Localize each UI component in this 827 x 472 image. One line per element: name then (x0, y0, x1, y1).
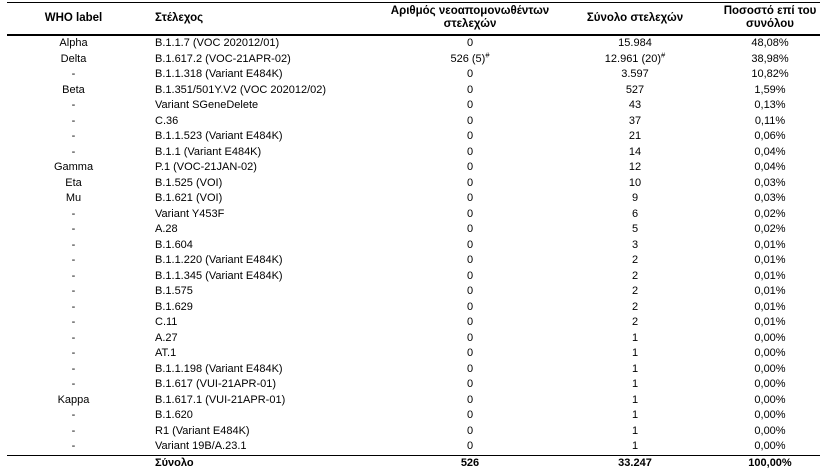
table-body (7, 35, 820, 455)
cell-strain: C.36 (155, 114, 179, 127)
table-header-row (7, 3, 820, 36)
cell-who-label: - (71, 68, 76, 80)
cell-who-label: - (71, 362, 76, 375)
cell-new-isolates: 526 (5)# (450, 51, 490, 65)
cell-new-isolates: 0 (466, 254, 474, 266)
cell-who-label: Gamma (53, 161, 94, 173)
cell-strain: B.1.617.1 (VUI-21APR-01) (155, 393, 286, 406)
cell-total-strains: 12 (628, 161, 642, 173)
cell-new-isolates: 0 (466, 145, 474, 158)
cell-new-isolates: 0 (466, 362, 474, 375)
table-row (7, 377, 820, 393)
cell-pct-of-total: 0,13% (754, 99, 786, 111)
cell-pct-of-total: 1,59% (754, 83, 786, 96)
cell-strain: B.1.351/501Y.V2 (VOC 202012/02) (155, 83, 327, 96)
cell-pct-of-total: 0,02% (754, 223, 786, 235)
cell-who-label: - (71, 223, 76, 235)
cell-strain: Variant SGeneDelete (155, 99, 259, 111)
table-row (7, 346, 820, 362)
table-row (7, 424, 820, 440)
cell-new-isolates: 0 (466, 424, 474, 437)
col-header-who-label: WHO label (44, 11, 103, 24)
cell-strain: Variant Y453F (155, 207, 225, 220)
cell-strain: B.1.617.2 (VOC-21APR-02) (155, 52, 291, 65)
cell-new-isolates: 0 (466, 269, 474, 282)
cell-who-label: - (71, 130, 76, 142)
table-row (7, 300, 820, 316)
cell-who-label: - (71, 269, 76, 282)
table-row (7, 98, 820, 114)
table-row (7, 222, 820, 238)
cell-who-label: Beta (62, 83, 85, 96)
cell-total-strains: 10 (628, 176, 642, 189)
cell-pct-of-total: 0,01% (754, 238, 786, 251)
cell-strain: B.1.1.523 (Variant E484K) (155, 130, 283, 142)
cell-who-label: - (71, 331, 76, 344)
cell-strain: B.1.629 (155, 300, 193, 313)
cell-total-strains: 2 (631, 285, 639, 297)
table-row (7, 408, 820, 424)
cell-new-isolates: 0 (466, 207, 474, 220)
cell-new-isolates: 0 (466, 316, 474, 328)
cell-who-label: - (71, 99, 76, 111)
cell-who-label: Delta (60, 52, 87, 65)
cell-pct-of-total: 0,04% (754, 161, 786, 173)
cell-strain: A.28 (155, 223, 178, 235)
footnote-marker: # (661, 51, 666, 59)
table-row (7, 207, 820, 223)
footer-new-isolates: 526 (460, 457, 480, 470)
cell-who-label: Kappa (57, 393, 90, 406)
cell-pct-of-total: 0,01% (754, 269, 786, 282)
cell-pct-of-total: 0,06% (754, 130, 786, 142)
cell-new-isolates: 0 (466, 99, 474, 111)
cell-new-isolates: 0 (466, 223, 474, 235)
footer-total-strains: 33.247 (618, 457, 652, 470)
table-row (7, 331, 820, 347)
cell-total-strains: 2 (631, 300, 639, 313)
cell-pct-of-total: 0,01% (754, 254, 786, 266)
table-footer-row (7, 455, 820, 472)
cell-new-isolates: 0 (466, 130, 474, 142)
table-row (7, 129, 820, 145)
cell-total-strains: 6 (631, 207, 639, 220)
cell-total-strains: 1 (631, 409, 639, 421)
cell-total-strains: 1 (631, 347, 639, 359)
table-row (7, 52, 820, 68)
cell-pct-of-total: 0,03% (754, 192, 786, 204)
cell-strain: B.1.620 (155, 409, 193, 421)
cell-strain: B.1.1.220 (Variant E484K) (155, 254, 283, 266)
col-header-pct-of-total: Ποσοστό επί του συνόλου (723, 5, 817, 30)
cell-new-isolates: 0 (466, 300, 474, 313)
cell-total-strains: 9 (631, 192, 639, 204)
cell-total-strains: 3.597 (621, 68, 649, 80)
col-header-total-strains: Σύνολο στελεχών (586, 11, 684, 24)
cell-strain: C.11 (155, 316, 178, 328)
cell-strain: AT.1 (155, 347, 177, 359)
cell-total-strains: 1 (631, 424, 639, 437)
cell-pct-of-total: 0,01% (754, 300, 786, 313)
table-row (7, 176, 820, 192)
cell-who-label: - (71, 285, 76, 297)
cell-strain: P.1 (VOC-21JAN-02) (155, 161, 257, 173)
cell-new-isolates: 0 (466, 238, 474, 251)
cell-new-isolates: 0 (466, 68, 474, 80)
cell-new-isolates: 0 (466, 192, 474, 204)
cell-pct-of-total: 0,00% (754, 378, 786, 390)
cell-pct-of-total: 10,82% (751, 68, 789, 80)
table-row (7, 284, 820, 300)
cell-strain: B.1.1.198 (Variant E484K) (155, 362, 283, 375)
cell-total-strains: 2 (631, 316, 639, 328)
table-row (7, 393, 820, 409)
cell-who-label: Alpha (59, 37, 88, 49)
cell-pct-of-total: 0,00% (754, 331, 786, 344)
cell-pct-of-total: 0,01% (754, 285, 786, 297)
cell-total-strains: 1 (631, 393, 639, 406)
cell-new-isolates: 0 (466, 83, 474, 96)
cell-who-label: Eta (65, 176, 82, 189)
cell-total-strains: 527 (625, 83, 645, 96)
cell-new-isolates: 0 (466, 378, 474, 390)
cell-strain: A.27 (155, 331, 178, 344)
cell-who-label: - (71, 254, 76, 266)
cell-pct-of-total: 0,01% (754, 316, 786, 328)
cell-total-strains: 15.984 (618, 37, 652, 49)
cell-who-label: - (71, 207, 76, 220)
cell-strain: B.1.621 (VOI) (155, 192, 223, 204)
footnote-marker: # (485, 51, 490, 59)
footer-pct-of-total: 100,00% (748, 457, 792, 470)
cell-total-strains: 12.961 (20)# (604, 51, 666, 65)
cell-pct-of-total: 0,03% (754, 176, 786, 189)
cell-strain: B.1.1.7 (VOC 202012/01) (155, 37, 280, 49)
cell-who-label: - (71, 378, 76, 390)
cell-who-label: Mu (65, 192, 82, 204)
cell-who-label: - (71, 114, 76, 127)
cell-strain: B.1.525 (VOI) (155, 176, 223, 189)
cell-pct-of-total: 38,98% (751, 52, 789, 65)
variants-table (7, 2, 820, 472)
table-row (7, 362, 820, 378)
cell-strain: B.1.575 (155, 285, 193, 297)
table-row (7, 439, 820, 455)
cell-new-isolates: 0 (466, 440, 474, 452)
cell-who-label: - (71, 347, 76, 359)
table-row (7, 35, 820, 52)
table-row (7, 67, 820, 83)
cell-total-strains: 1 (631, 331, 639, 344)
cell-new-isolates: 0 (466, 114, 474, 127)
table-row (7, 315, 820, 331)
cell-total-strains: 37 (628, 114, 642, 127)
table-row (7, 145, 820, 161)
cell-who-label: - (71, 440, 76, 452)
cell-strain: B.1.1.318 (Variant E484K) (155, 68, 283, 80)
cell-strain: B.1.1.345 (Variant E484K) (155, 269, 283, 282)
cell-who-label: - (71, 300, 76, 313)
cell-total-strains: 2 (631, 269, 639, 282)
cell-total-strains: 3 (631, 238, 639, 251)
table-row (7, 83, 820, 99)
cell-total-strains: 21 (628, 130, 642, 142)
cell-who-label: - (71, 238, 76, 251)
footer-empty-cell (7, 455, 140, 472)
cell-pct-of-total: 48,08% (751, 37, 789, 49)
cell-total-strains: 1 (631, 362, 639, 375)
cell-pct-of-total: 0,11% (754, 114, 786, 127)
table-row (7, 253, 820, 269)
cell-pct-of-total: 0,00% (754, 440, 786, 452)
table-row (7, 238, 820, 254)
cell-total-strains: 14 (628, 145, 642, 158)
table-row (7, 269, 820, 285)
cell-pct-of-total: 0,02% (754, 207, 786, 220)
cell-who-label: - (71, 316, 76, 328)
cell-who-label: - (71, 424, 76, 437)
cell-new-isolates: 0 (466, 37, 474, 49)
footer-total-label: Σύνολο (155, 457, 194, 470)
cell-new-isolates: 0 (466, 393, 474, 406)
cell-new-isolates: 0 (466, 347, 474, 359)
cell-pct-of-total: 0,00% (754, 347, 786, 359)
cell-pct-of-total: 0,04% (754, 145, 786, 158)
cell-strain: B.1.617 (VUI-21APR-01) (155, 378, 277, 390)
cell-strain: Variant 19B/A.23.1 (155, 440, 247, 452)
cell-new-isolates: 0 (466, 409, 474, 421)
cell-new-isolates: 0 (466, 285, 474, 297)
table-row (7, 191, 820, 207)
cell-who-label: - (71, 145, 76, 158)
cell-strain: B.1.1 (Variant E484K) (155, 145, 262, 158)
cell-total-strains: 2 (631, 254, 639, 266)
cell-total-strains: 1 (631, 440, 639, 452)
col-header-new-isolates: Αριθμός νεοαπομονωθέντων στελεχών (390, 5, 550, 30)
cell-new-isolates: 0 (466, 176, 474, 189)
cell-total-strains: 5 (631, 223, 639, 235)
cell-who-label: - (71, 409, 76, 421)
cell-new-isolates: 0 (466, 331, 474, 344)
cell-new-isolates: 0 (466, 161, 474, 173)
cell-total-strains: 1 (631, 378, 639, 390)
cell-pct-of-total: 0,00% (754, 424, 786, 437)
cell-pct-of-total: 0,00% (754, 393, 786, 406)
col-header-strain: Στέλεχος (155, 11, 204, 24)
cell-pct-of-total: 0,00% (754, 409, 786, 421)
cell-pct-of-total: 0,00% (754, 362, 786, 375)
table-row (7, 114, 820, 130)
cell-strain: R1 (Variant E484K) (155, 424, 250, 437)
cell-total-strains: 43 (628, 99, 642, 111)
cell-strain: B.1.604 (155, 238, 193, 251)
table-row (7, 160, 820, 176)
